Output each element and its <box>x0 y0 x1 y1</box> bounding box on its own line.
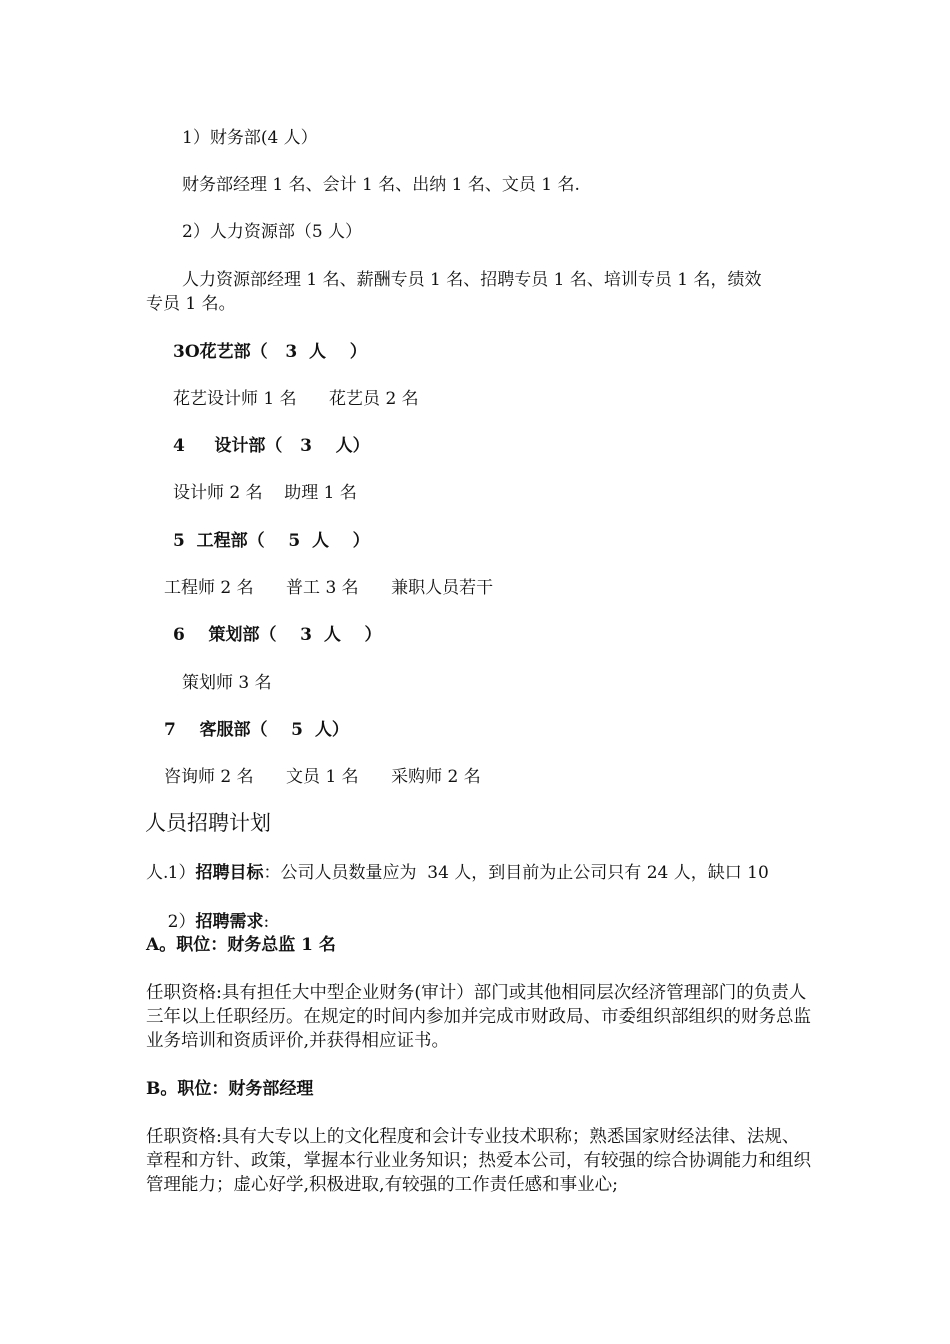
need-label: 招聘需求 <box>195 912 264 932</box>
planning-dept-title: 6 策划部（ 3 人 ） <box>173 625 382 645</box>
design-dept-detail: 设计师 2 名 助理 1 名 <box>173 483 357 503</box>
position-a-title: A。职位：财务总监 1 名 <box>146 935 336 955</box>
position-a-qualification: 任职资格:具有担任大中型企业财务(审计）部门或其他相同层次经济管理部门的负责人三年以上任职经历。在规定的时间内参加并完成市财政局、市委组织部组织的财务总监业务培训和资质评价,并获得相应证书。 <box>146 983 811 1051</box>
hr-dept-title: 2）人力资源部（5 人） <box>182 222 363 242</box>
goal-text: ：公司人员数量应为 34 人，到目前为止公司只有 24 人，缺口 10 <box>263 863 769 883</box>
floral-dept-detail: 花艺设计师 1 名 花艺员 2 名 <box>173 389 419 409</box>
engineering-dept-detail: 工程师 2 名 普工 3 名 兼职人员若干 <box>164 578 494 598</box>
need-suffix: : <box>263 912 270 932</box>
position-b-title: B。职位：财务部经理 <box>146 1079 314 1099</box>
engineering-dept-title: 5 工程部（ 5 人 ） <box>173 531 370 551</box>
recruitment-goal-line2: 人. <box>146 863 169 883</box>
finance-dept-detail: 财务部经理 1 名、会计 1 名、出纳 1 名、文员 1 名. <box>182 175 580 195</box>
service-dept-detail: 咨询师 2 名 文员 1 名 采购师 2 名 <box>164 767 481 787</box>
hr-dept-detail-line2: 专员 1 名。 <box>146 294 236 314</box>
goal-prefix: 1） <box>167 863 196 883</box>
floral-dept-title: 3O花艺部（ 3 人 ） <box>173 342 367 362</box>
planning-dept-detail: 策划师 3 名 <box>182 673 272 693</box>
need-prefix: 2） <box>167 912 196 932</box>
position-b-qualification: 任职资格:具有大专以上的文化程度和会计专业技术职称；熟悉国家财经法律、法规、章程和方针、政策，掌握本行业业务知识；热爱本公司，有较强的综合协调能力和组织管理能力；虚心好学,积极进取,有较强的工作责任感和事业心; <box>146 1127 811 1195</box>
goal-label: 招聘目标 <box>195 863 264 883</box>
design-dept-title: 4 设计部（ 3 人） <box>173 436 370 456</box>
hr-dept-detail-line1: 人力资源部经理 1 名、薪酬专员 1 名、招聘专员 1 名、培训专员 1 名，绩效 <box>182 270 762 290</box>
recruitment-heading: 人员招聘计划 <box>145 811 271 835</box>
finance-dept-title: 1）财务部(4 人） <box>182 128 318 148</box>
service-dept-title: 7 客服部（ 5 人） <box>164 720 349 740</box>
